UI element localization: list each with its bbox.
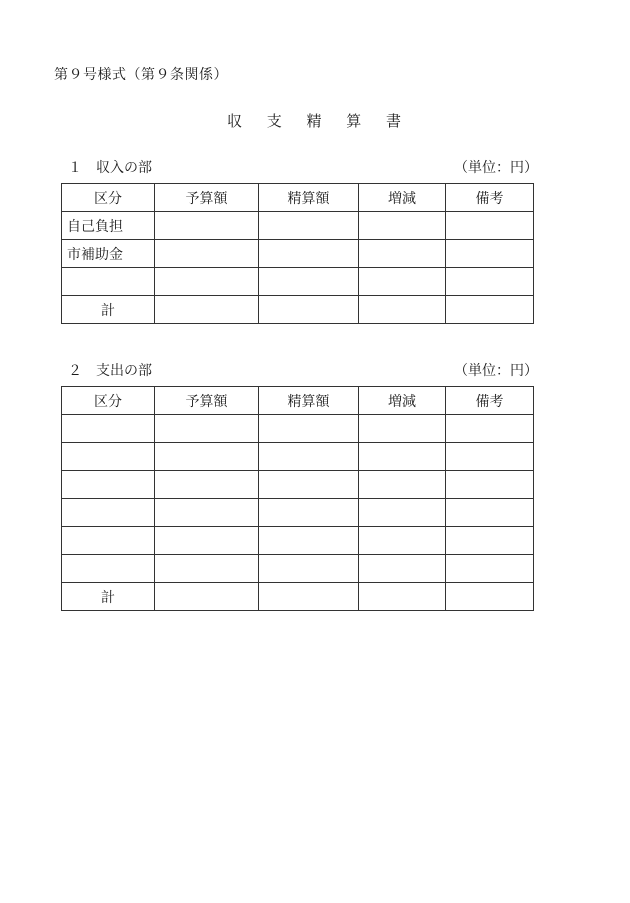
total-row [62, 296, 534, 324]
settlement-cell [259, 471, 359, 499]
income-table [61, 183, 534, 324]
table-row [62, 471, 534, 499]
row-label [62, 443, 155, 471]
remarks-cell [446, 212, 534, 240]
difference-cell [359, 268, 446, 296]
col-difference: 増減 [359, 184, 446, 212]
settlement-cell [259, 583, 359, 611]
expense-header-row [62, 387, 534, 415]
row-label [62, 527, 155, 555]
difference-cell [359, 443, 446, 471]
income-header-row [62, 184, 534, 212]
budget-cell [155, 499, 259, 527]
budget-cell [155, 555, 259, 583]
settlement-cell [259, 240, 359, 268]
remarks-cell [446, 415, 534, 443]
total-row [62, 583, 534, 611]
difference-cell [359, 296, 446, 324]
difference-cell [359, 240, 446, 268]
budget-cell [155, 471, 259, 499]
table-row [62, 415, 534, 443]
budget-cell [155, 527, 259, 555]
income-section-heading: １ 収入の部 [68, 160, 152, 176]
difference-cell [359, 499, 446, 527]
income-unit-label: （単位：円） [454, 160, 538, 176]
settlement-cell [259, 268, 359, 296]
table-row [62, 443, 534, 471]
budget-cell [155, 583, 259, 611]
remarks-cell [446, 527, 534, 555]
budget-cell [155, 268, 259, 296]
settlement-cell [259, 527, 359, 555]
col-category: 区分 [62, 387, 155, 415]
col-remarks: 備考 [446, 387, 534, 415]
col-settlement: 精算額 [259, 387, 359, 415]
difference-cell [359, 527, 446, 555]
budget-cell [155, 296, 259, 324]
col-category: 区分 [62, 184, 155, 212]
total-label: 計 [62, 296, 155, 324]
remarks-cell [446, 471, 534, 499]
row-label: 自己負担 [62, 212, 155, 240]
document-title: 収 支 精 算 書 [226, 112, 412, 130]
difference-cell [359, 471, 446, 499]
budget-cell [155, 212, 259, 240]
settlement-cell [259, 443, 359, 471]
table-row [62, 527, 534, 555]
expense-section-heading: ２ 支出の部 [68, 363, 152, 379]
difference-cell [359, 415, 446, 443]
total-label: 計 [62, 583, 155, 611]
table-row [62, 499, 534, 527]
difference-cell [359, 212, 446, 240]
col-remarks: 備考 [446, 184, 534, 212]
table-row [62, 212, 534, 240]
difference-cell [359, 555, 446, 583]
difference-cell [359, 583, 446, 611]
remarks-cell [446, 296, 534, 324]
settlement-cell [259, 415, 359, 443]
form-number: 第９号様式（第９条関係） [54, 67, 228, 83]
col-budget: 予算額 [155, 184, 259, 212]
remarks-cell [446, 583, 534, 611]
settlement-cell [259, 555, 359, 583]
col-settlement: 精算額 [259, 184, 359, 212]
settlement-cell [259, 296, 359, 324]
row-label [62, 499, 155, 527]
expense-table [61, 386, 534, 611]
budget-cell [155, 240, 259, 268]
budget-cell [155, 415, 259, 443]
row-label [62, 415, 155, 443]
table-row [62, 268, 534, 296]
col-difference: 増減 [359, 387, 446, 415]
settlement-cell [259, 499, 359, 527]
table-row [62, 555, 534, 583]
remarks-cell [446, 555, 534, 583]
table-row [62, 240, 534, 268]
row-label [62, 471, 155, 499]
remarks-cell [446, 240, 534, 268]
expense-unit-label: （単位：円） [454, 363, 538, 379]
row-label [62, 268, 155, 296]
row-label [62, 555, 155, 583]
remarks-cell [446, 499, 534, 527]
col-budget: 予算額 [155, 387, 259, 415]
remarks-cell [446, 268, 534, 296]
row-label: 市補助金 [62, 240, 155, 268]
remarks-cell [446, 443, 534, 471]
settlement-cell [259, 212, 359, 240]
budget-cell [155, 443, 259, 471]
